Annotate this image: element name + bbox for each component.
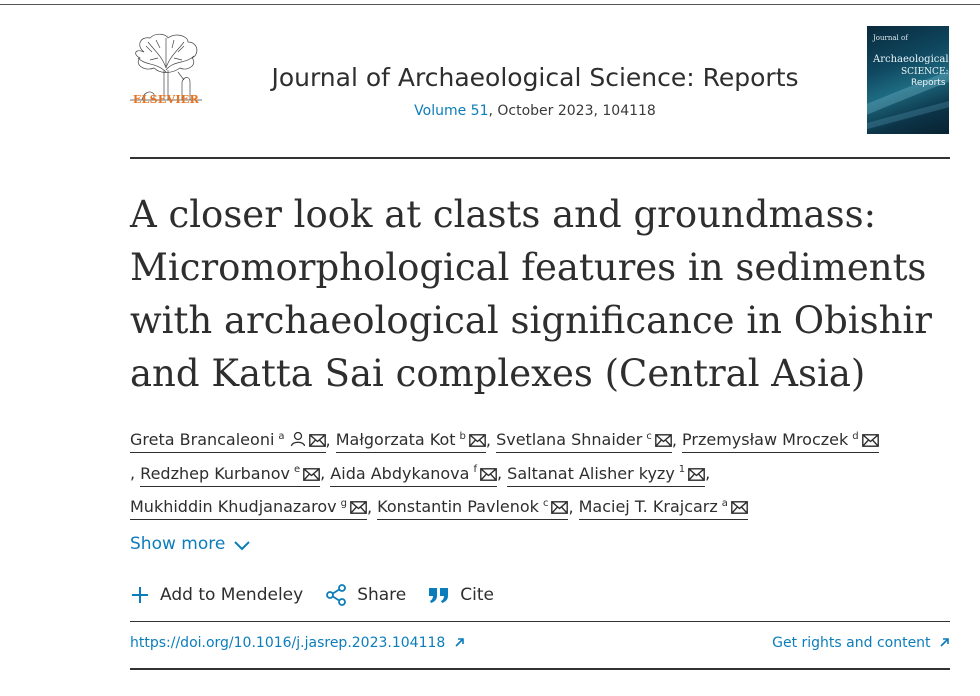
header-divider xyxy=(130,157,950,159)
doi-divider xyxy=(130,621,950,622)
author-link[interactable]: Konstantin Pavlenok $^c$ xyxy=(377,497,568,520)
cover-text: Reports xyxy=(911,78,946,88)
top-border xyxy=(0,4,980,5)
email-icon xyxy=(480,468,497,481)
email-icon xyxy=(655,434,672,447)
show-more-label: Show more xyxy=(130,534,226,554)
cite-button[interactable] xyxy=(428,585,494,605)
article-title: A closer look at clasts and groundmass: Micromorphological features in sediments with archaeological significance in Obishir and Katta Sai complexes (Central Asia) xyxy=(130,193,932,395)
author-link[interactable]: Maciej T. Krajcarz $^a$ xyxy=(579,497,748,520)
cover-text: Journal of xyxy=(873,34,908,42)
rights-text: Get rights and content xyxy=(772,635,931,651)
email-icon xyxy=(862,434,879,447)
show-more-button[interactable] xyxy=(130,534,251,554)
bottom-divider xyxy=(130,668,950,670)
email-icon xyxy=(303,468,320,481)
email-icon xyxy=(350,501,367,514)
cover-text: Archaeological xyxy=(873,54,949,65)
email-icon xyxy=(731,501,748,514)
author-link[interactable]: Redzhep Kurbanov $^e$ xyxy=(140,464,320,487)
article-actions xyxy=(130,582,516,608)
external-link-arrow-icon xyxy=(939,637,950,648)
journal-issue-info xyxy=(230,103,840,119)
email-icon xyxy=(309,434,326,447)
author-link[interactable]: Aida Abdykanova $^f$ xyxy=(330,464,497,487)
chevron-down-icon xyxy=(233,540,251,552)
author-link[interactable]: Przemysław Mroczek $^d$ xyxy=(682,430,879,453)
share-label: Share xyxy=(357,585,407,605)
share-icon xyxy=(325,584,347,606)
author-link[interactable]: Mukhiddin Khudjanazarov $^g$ xyxy=(130,497,367,520)
email-icon xyxy=(551,501,568,514)
quote-icon xyxy=(428,586,450,604)
journal-title-link[interactable]: Journal of Archaeological Science: Reports xyxy=(271,63,799,92)
author-link[interactable]: Saltanat Alisher kyzy $^1$ xyxy=(507,464,705,487)
author-link[interactable]: Greta Brancaleoni $^a$ xyxy=(130,430,326,453)
email-icon xyxy=(469,434,486,447)
doi-text: https://doi.org/10.1016/j.jasrep.2023.104118 xyxy=(130,635,446,651)
add-to-mendeley-button[interactable] xyxy=(130,585,303,605)
plus-icon xyxy=(130,585,150,605)
doi-link[interactable] xyxy=(130,635,465,651)
share-button[interactable] xyxy=(325,584,406,606)
volume-link[interactable]: Volume 51 xyxy=(414,103,489,119)
cite-label: Cite xyxy=(460,585,494,605)
author-link[interactable]: Małgorzata Kot $^b$ xyxy=(336,430,486,453)
person-icon xyxy=(290,431,306,447)
mendeley-label: Add to Mendeley xyxy=(160,585,304,605)
author-link[interactable]: Svetlana Shnaider $^c$ xyxy=(496,430,672,453)
issue-date-number: , October 2023, 104118 xyxy=(488,103,656,119)
email-icon xyxy=(688,468,705,481)
author-list: Greta Brancaleoni $^a$ , Małgorzata Kot $^b$ , Svetlana Shnaider $^c$ , Przemysław Mroczek $^d$ , Redzhep Kurbanov $^e$ , Aida Abdykanova $^f$ , Saltanat Alisher kyzy $^1$ , Mukhiddin Khudjanazarov $^g$ , Konstantin Pavlenok $^c$ , Maciej T. Krajcarz $^a$ xyxy=(130,422,960,522)
get-rights-link[interactable] xyxy=(772,635,950,651)
external-link-arrow-icon xyxy=(454,637,465,648)
cover-text: SCIENCE: xyxy=(901,67,949,77)
journal-cover-image[interactable] xyxy=(867,26,949,134)
elsevier-wordmark: ELSEVIER xyxy=(132,93,200,106)
